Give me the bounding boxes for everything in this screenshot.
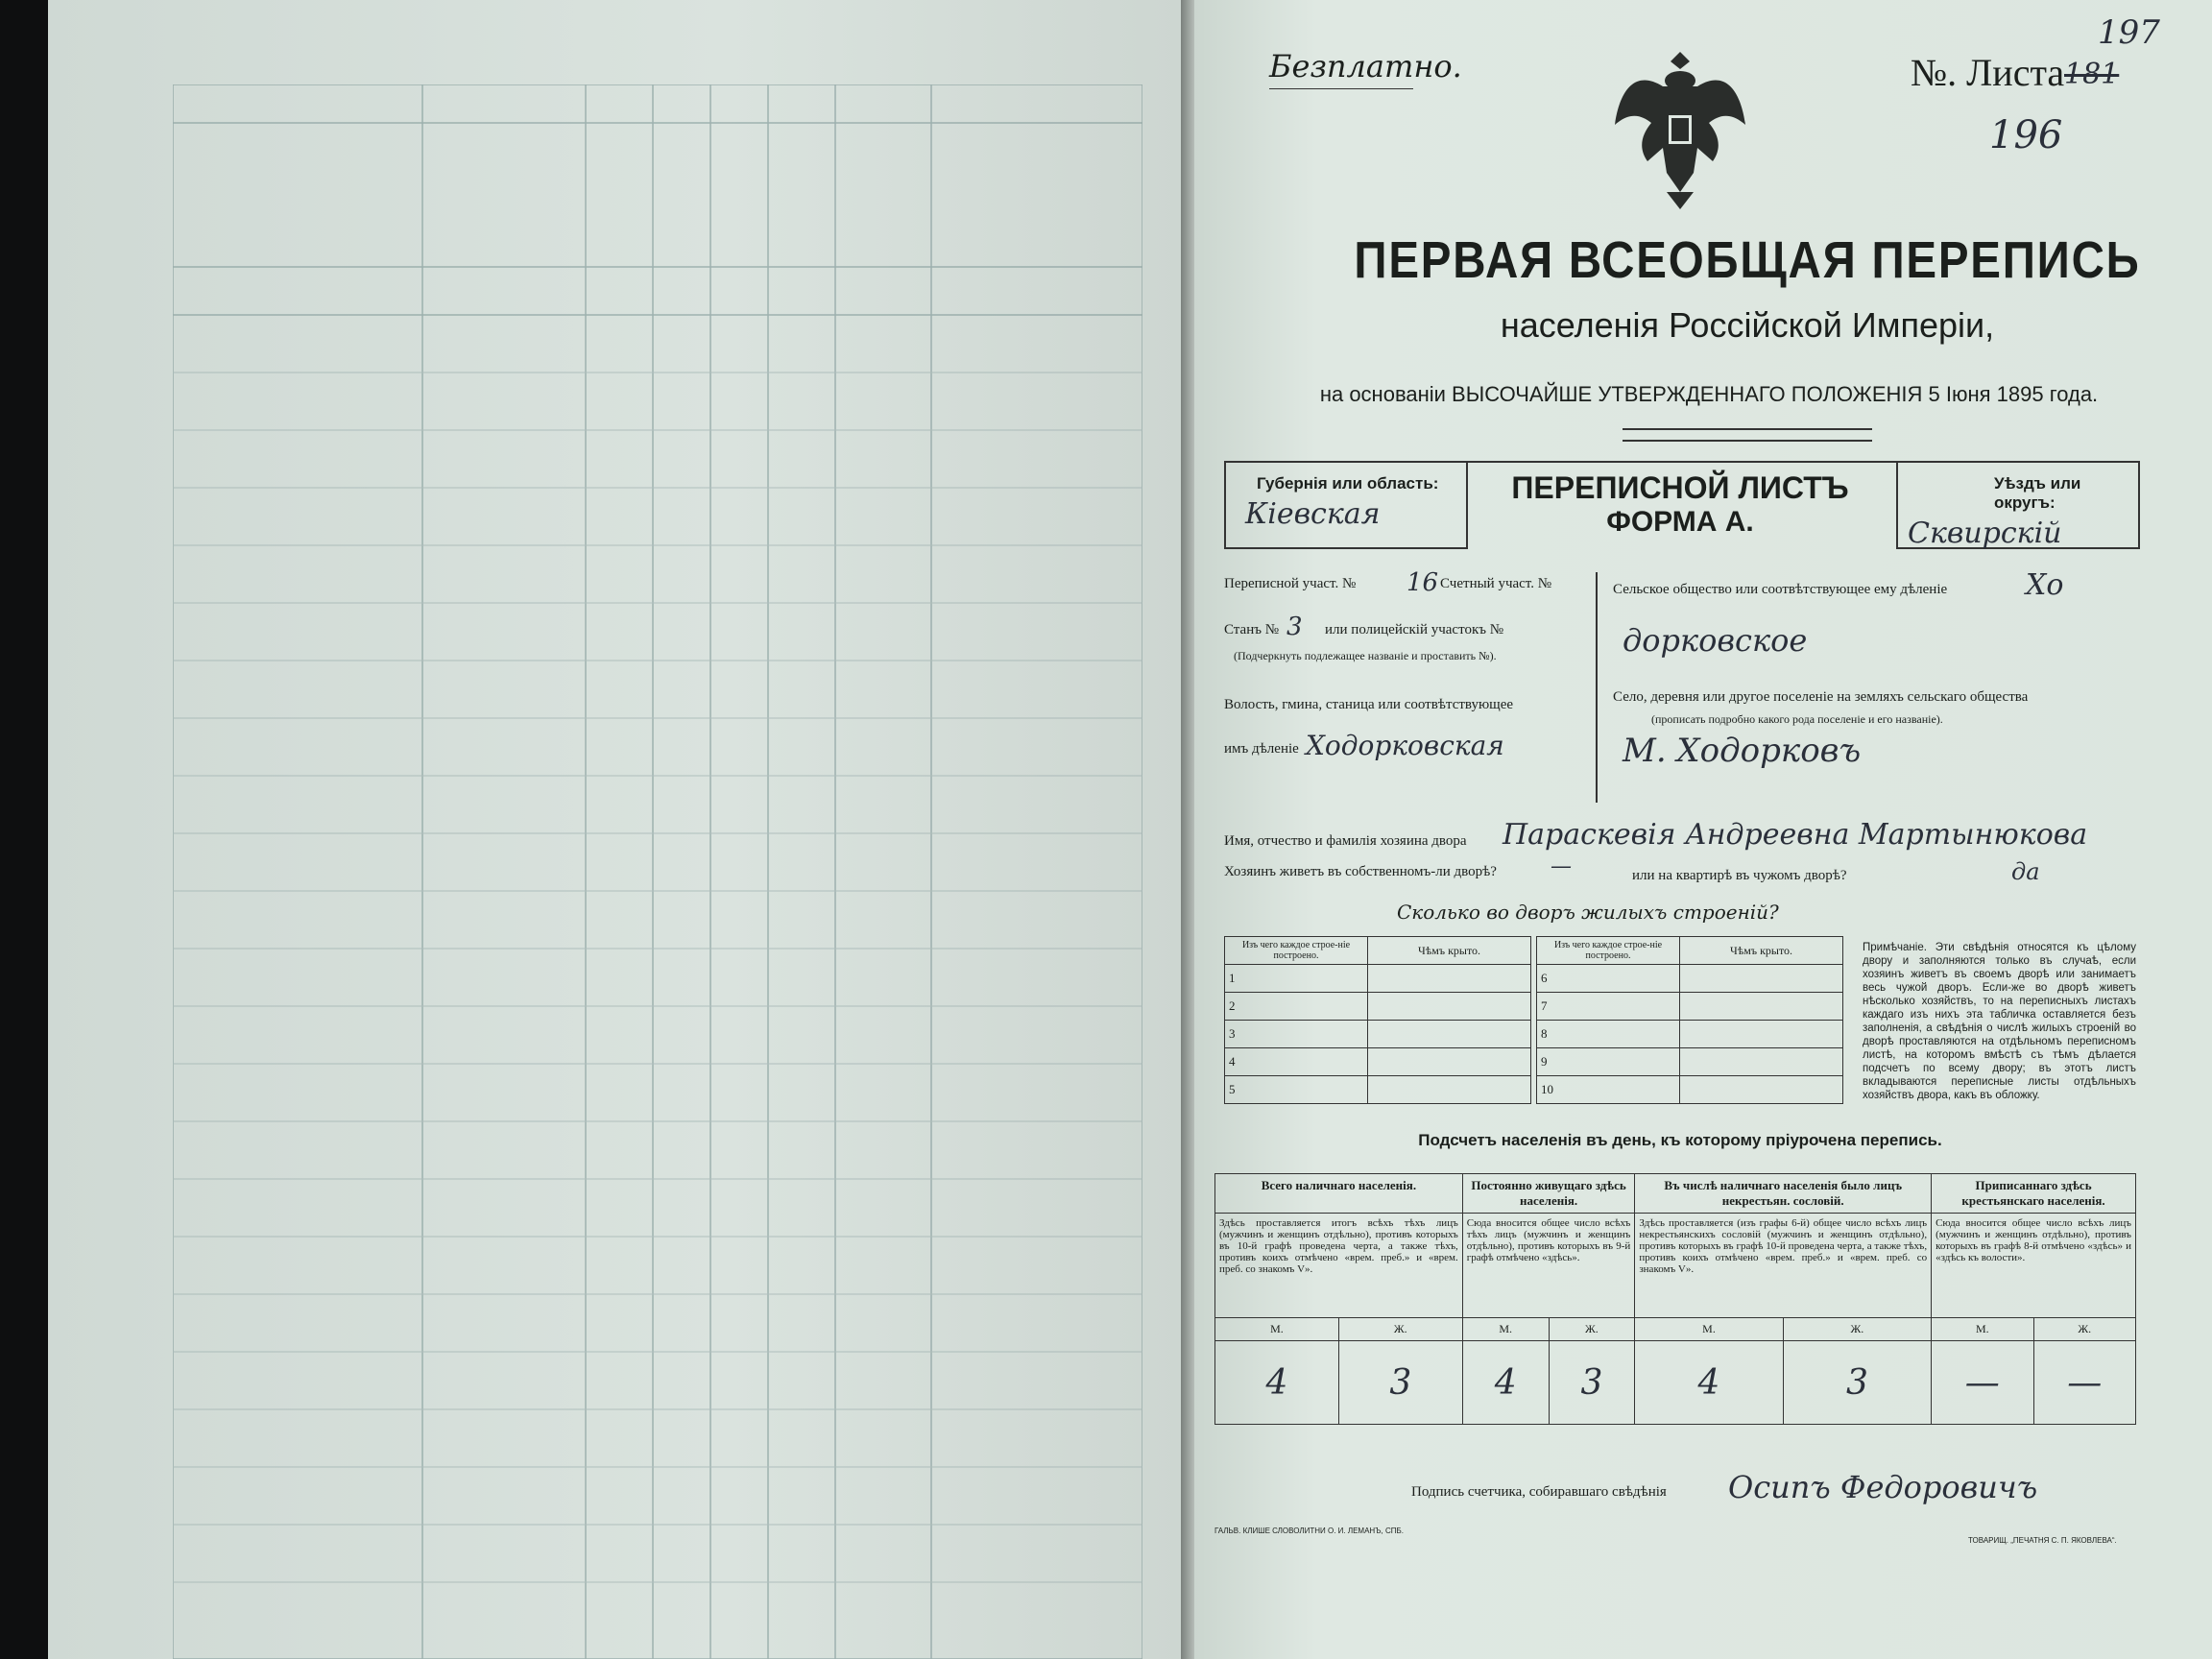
decorative-divider [1623,428,1872,442]
pop-value: 3 [1549,1341,1635,1425]
left-page-faded-grid [173,84,1142,1659]
pop-value: — [2033,1341,2135,1425]
pop-desc: Здѣсь проставляется (изъ графы 6-й) общее число всѣхъ лицъ некрестьянскихъ сословій (мужчинъ и женщинъ отдѣльно), противъ которыхъ въ графѣ 10-й проведена черта, а также тѣхъ, противъ коихъ отмѣчено «врем. преб.» и «врем. преб. со знакомъ V». [1635,1214,1932,1318]
pop-desc: Здѣсь проставляется итогъ всѣхъ тѣхъ лицъ (мужчинъ и женщинъ отдѣльно), противъ которыхъ въ 10-й графѣ проведена черта, а также тѣхъ, противъ коихъ отмѣчено «врем. преб.» и «врем. преб. со знакомъ V». [1215,1214,1463,1318]
free-label: Безплатно. [1269,48,1462,84]
pop-value: 4 [1635,1341,1783,1425]
pop-head-registered: Приписаннаго здѣсь крестьянскаго населенія. [1932,1174,2136,1214]
census-section-label: Переписной участ. № [1224,576,1357,591]
col-m: М. [1932,1318,2033,1341]
volost-label: Волость, гмина, станица или соотвѣтствующее [1224,697,1514,712]
page-title: ПЕРВАЯ ВСЕОБЩАЯ ПЕРЕПИСЬ [1354,231,2141,289]
bt-row: 10 [1537,1076,1680,1104]
bt-row: 4 [1225,1048,1368,1076]
uezd-box [1896,461,2140,549]
bt-row: 5 [1225,1076,1368,1104]
selo-label: Село, деревня или другое поселеніе на земляхъ сельскаго общества [1613,689,2029,705]
bt-row: 2 [1225,993,1368,1021]
pop-value: 3 [1783,1341,1931,1425]
village-society-value-1: Хо [2026,568,2064,602]
pop-value: 3 [1338,1341,1462,1425]
bt-head-roof: Чѣмъ крыто. [1680,937,1843,965]
guberniya-label: Губернія или область: [1257,474,1439,493]
pop-title: Подсчетъ населенія въ день, къ которому пріурочена перепись. [1418,1131,1942,1149]
bt-head-material: Изъ чего каждое строе-ніе построено. [1537,937,1680,965]
sheet-label: №. Листа [1911,51,2065,94]
underline-note: (Подчеркнуть подлежащее названіе и проставить №). [1234,649,1497,662]
bt-row: 1 [1225,965,1368,993]
stan-label: Станъ № [1224,622,1280,637]
stan-value: 3 [1286,613,1303,641]
owner-value: Параскевія Андреевна Мартынюкова [1503,818,2088,852]
own-yard-label: Хозяинъ живетъ въ собственномъ-ли дворѣ? [1224,864,1497,879]
book-spine [1181,0,1194,1659]
volost-label-2: имъ дѣленіе [1224,741,1299,757]
column-divider [1596,572,1598,803]
pop-value: — [1932,1341,2033,1425]
buildings-table-right [1536,936,1843,1104]
imperial-eagle-emblem [1613,48,1747,211]
pop-head-non-peasant: Въ числѣ наличнаго населенія было лицъ некрестьян. сословій. [1635,1174,1932,1214]
col-m: М. [1462,1318,1549,1341]
bt-head-roof: Чѣмъ крыто. [1368,937,1531,965]
basis-line: на основаніи ВЫСОЧАЙШЕ УТВЕРЖДЕННАГО ПОЛОЖЕНІЯ 5 Іюня 1895 года. [1319,382,2099,406]
pop-desc: Сюда вносится общее число всѣхъ тѣхъ лицъ (мужчинъ и женщинъ отдѣльно), противъ которыхъ въ 9-й графѣ отмѣчено «здѣсь». [1462,1214,1635,1318]
sheet-old-number: 181 [2064,58,2120,91]
owner-label: Имя, отчество и фамилія хозяина двора [1224,833,1467,849]
note-text: Примѣчаніе. Эти свѣдѣнія относятся къ цѣлому двору и заполняются только въ случаѣ, если хозяинъ живетъ въ своемъ дворѣ или занимаетъ весь чужой дворъ. Если-же во дворѣ живетъ нѣсколько хозяйствъ, то на переписныхъ листахъ каждаго изъ нихъ эта табличка оставляется безъ заполненія, а свѣдѣнія о числѣ жилыхъ строеній во дворѣ проставляются на отдѣльномъ переписномъ листѣ, на которомъ вмѣстѣ съ тѣмъ дѣлается подсчетъ по всему двору; въ этотъ листъ вкладываются переписные листы отдѣльныхъ хозяйствъ двора, какъ въ обложку. [1863,942,2136,1101]
pop-value: 4 [1462,1341,1549,1425]
form-title: ПЕРЕПИСНОЙ ЛИСТЪ [1511,470,1849,505]
printer-right: ТОВАРИЩ. „ПЕЧАТНЯ С. П. ЯКОВЛЕВА“. [1968,1536,2117,1545]
bt-row: 8 [1537,1021,1680,1048]
col-f: Ж. [2033,1318,2135,1341]
village-society-label: Сельское общество или соотвѣтствующее ему дѣленіе [1613,582,1948,597]
pop-desc: Сюда вносится общее число всѣхъ лицъ (мужчинъ и женщинъ отдѣльно), противъ которыхъ въ графѣ 8-й отмѣчено «здѣсь» и «здѣсь къ волости». [1932,1214,2136,1318]
form-title-box [1464,461,1896,547]
col-f: Ж. [1338,1318,1462,1341]
selo-value: М. Ходорковъ [1623,732,1862,770]
volost-value: Ходорковская [1306,730,1504,761]
pop-value: 4 [1215,1341,1339,1425]
selo-note: (прописать подробно какого рода поселеніе и его названіе). [1651,712,1943,726]
col-m: М. [1635,1318,1783,1341]
bt-head-material: Изъ чего каждое строе-ніе построено. [1225,937,1368,965]
uezd-value: Сквирскій [1908,517,2062,550]
pop-head-permanent: Постоянно живущаго здѣсь населенія. [1462,1174,1635,1214]
bt-row: 7 [1537,993,1680,1021]
corner-page-number: 197 [2098,13,2160,52]
village-society-value-2: дорковское [1623,622,1808,659]
bt-row: 3 [1225,1021,1368,1048]
guberniya-box [1224,461,1468,549]
col-f: Ж. [1783,1318,1931,1341]
signature-label: Подпись счетчика, собиравшаго свѣдѣнія [1411,1484,1667,1500]
guberniya-value: Кіевская [1245,497,1381,531]
population-table [1214,1173,2136,1425]
signature-value: Осипъ Федоровичъ [1728,1469,2038,1505]
buildings-table-left [1224,936,1531,1104]
own-yard-value: — [1551,854,1572,878]
uezd-label: Уѣздъ или округъ: [1994,474,2081,512]
rented-label: или на квартирѣ въ чужомъ дворѣ? [1632,868,1847,883]
police-label: или полицейскій участокъ № [1325,622,1504,637]
rented-value: да [2011,858,2040,885]
bt-row: 9 [1537,1048,1680,1076]
buildings-question: Сколько во дворъ жилыхъ строеній? [1397,901,1779,924]
page-subtitle: населенія Россійской Имперіи, [1500,305,1995,345]
printer-left: ГАЛЬВ. КЛИШЕ СЛОВОЛИТНИ О. И. ЛЕМАНЪ, СПБ. [1214,1527,1404,1535]
sheet-new-number: 196 [1989,113,2063,157]
count-section-label: Счетный участ. № [1440,576,1552,591]
bt-row: 6 [1537,965,1680,993]
census-section-value: 16 [1407,568,1439,597]
col-m: М. [1215,1318,1339,1341]
pop-head-present: Всего наличнаго населенія. [1215,1174,1463,1214]
form-sub: ФОРМА А. [1606,506,1754,538]
col-f: Ж. [1549,1318,1635,1341]
